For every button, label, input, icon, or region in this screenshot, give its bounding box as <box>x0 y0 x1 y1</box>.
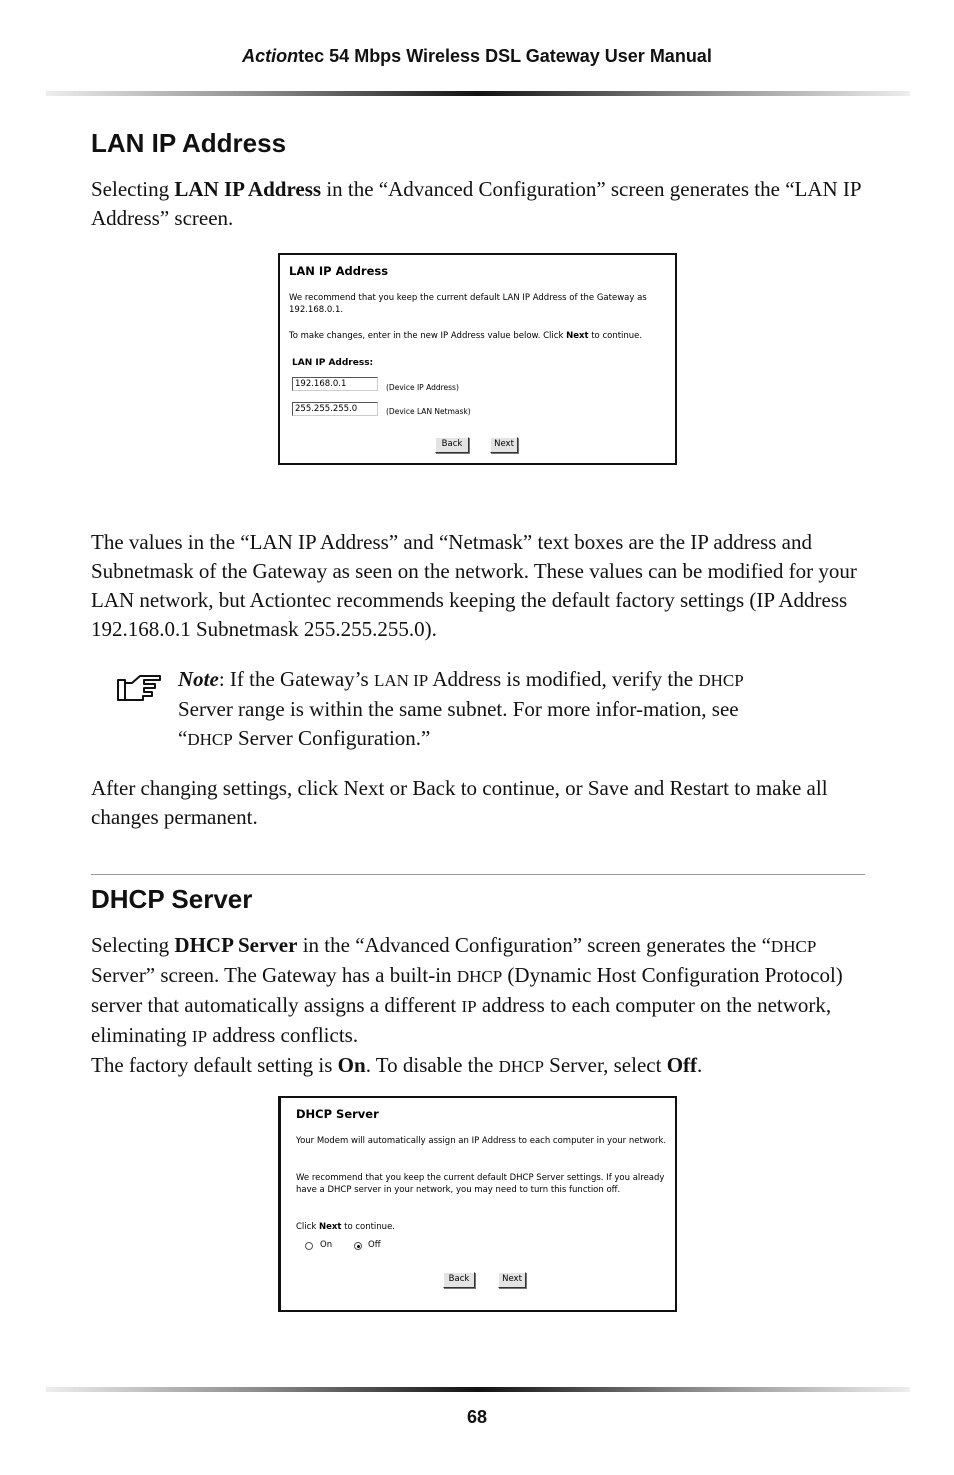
lan-back-button[interactable]: Back <box>435 437 469 453</box>
header-rule <box>46 91 910 96</box>
lan-section-heading: LAN IP Address <box>91 128 287 158</box>
dhcp-intro-paragraph: Selecting DHCP Server in the “Advanced Configuration” screen generates the “DHCP Server” screen. The Gateway has a built-in DHCP (Dynamic Host Configuration Protocol) server that automatically assigns a different IP address to each computer on the network, eliminating IP address conflicts. The factory default setting is On. To disable the DHCP Server, select Off. <box>91 933 843 1077</box>
dhcp-on-label: On <box>320 1240 333 1250</box>
dhcp-shot-text3: Click Next to continue. <box>296 1222 396 1232</box>
netmask-hint: (Device LAN Netmask) <box>386 407 471 416</box>
lan-values-paragraph: The values in the “LAN IP Address” and “Netmask” text boxes are the IP address and Subnetmask of the Gateway as seen on the network. These values can be modified for your LAN network, but Actiontec recommends keeping the default factory settings (IP Address 192.168.0.1 Subnetmask 255.255.255.0). <box>91 530 857 641</box>
lan-ip-hint: (Device IP Address) <box>386 383 459 392</box>
lan-ip-input[interactable]: 192.168.0.1 <box>292 377 378 391</box>
netmask-input[interactable]: 255.255.255.0 <box>292 402 378 416</box>
dhcp-off-radio[interactable] <box>354 1242 362 1250</box>
dhcp-back-button[interactable]: Back <box>443 1272 475 1288</box>
note-label: Note <box>178 667 219 691</box>
dhcp-shot-title: DHCP Server <box>296 1107 379 1121</box>
lan-intro-bold: LAN IP Address <box>174 177 322 201</box>
dhcp-shot-text2: We recommend that you keep the current default DHCP Server settings. If you already have a DHCP server in your network, you may need to turn this function off. <box>296 1173 665 1195</box>
pointing-hand-icon <box>116 671 164 703</box>
header-title-rest: tec 54 Mbps Wireless DSL Gateway User Manual <box>298 46 712 66</box>
dhcp-section-heading: DHCP Server <box>91 884 253 914</box>
lan-shot-title: LAN IP Address <box>289 264 389 278</box>
dhcp-off-label: Off <box>368 1240 381 1250</box>
dhcp-server-screenshot <box>278 1096 677 1312</box>
lan-ip-screenshot <box>278 253 677 465</box>
header-brand-italic: Action <box>242 46 299 66</box>
dhcp-on-radio[interactable] <box>305 1242 313 1250</box>
dhcp-next-button[interactable]: Next <box>498 1272 526 1288</box>
running-header <box>0 46 954 67</box>
lan-shot-text2: To make changes, enter in the new IP Address value below. Click Next to continue. <box>289 331 643 341</box>
lan-after-paragraph: After changing settings, click Next or Back to continue, or Save and Restart to make all changes permanent. <box>91 776 828 829</box>
page-number: 68 <box>466 1407 488 1427</box>
note-paragraph: Note: If the Gateway’s LAN IP Address is modified, verify the DHCP Server range is within the same subnet. For more infor-mation, see “DHCP Server Configuration.” <box>178 667 744 750</box>
lan-next-button[interactable]: Next <box>490 437 518 453</box>
dhcp-shot-text1: Your Modem will automatically assign an IP Address to each computer in your network. <box>296 1136 667 1146</box>
footer-rule <box>46 1387 910 1392</box>
lan-ip-field-label: LAN IP Address: <box>292 358 374 368</box>
section-divider <box>91 874 865 875</box>
lan-intro-paragraph: Selecting LAN IP Address in the “Advanced Configuration” screen generates the “LAN IP Address” screen. <box>91 177 861 230</box>
lan-shot-text1: We recommend that you keep the current default LAN IP Address of the Gateway as 192.168.0.1. <box>289 293 647 315</box>
